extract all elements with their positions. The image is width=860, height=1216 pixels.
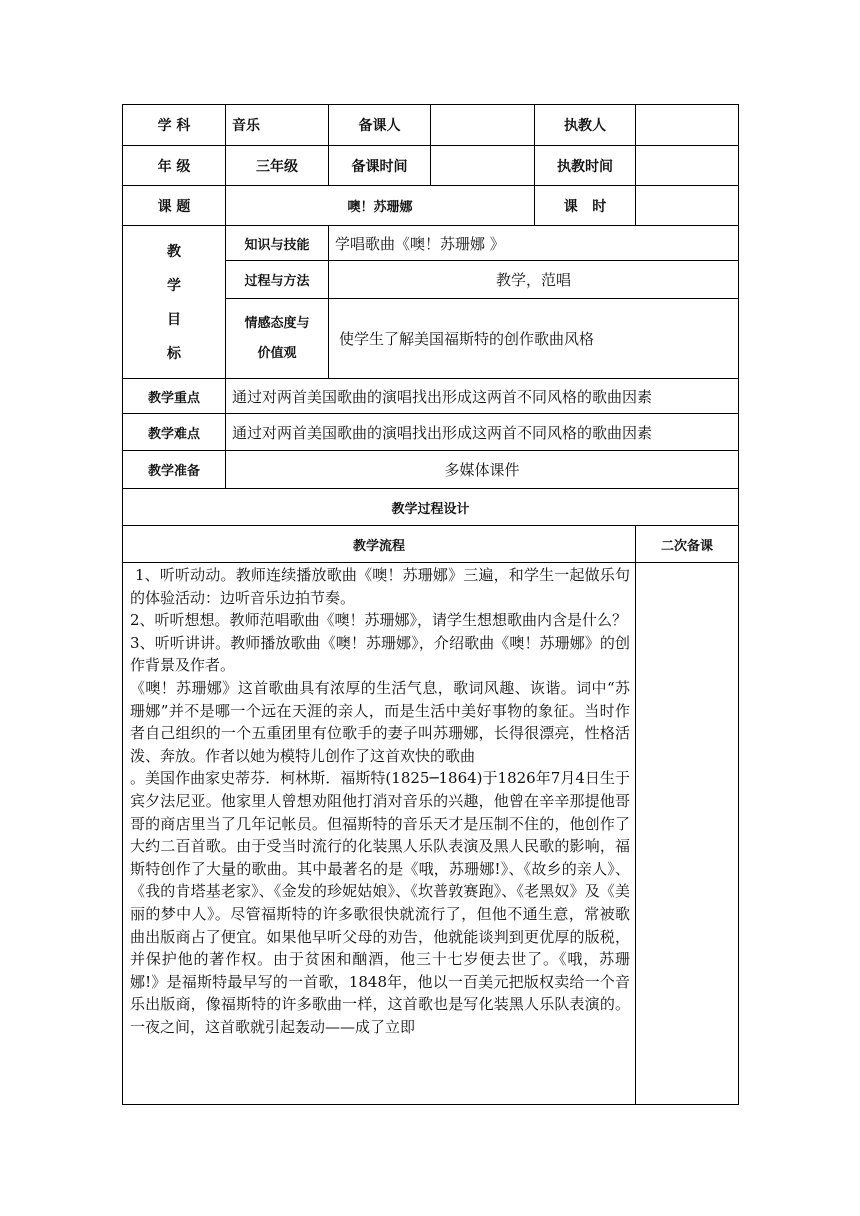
subject-label: 学 科 bbox=[122, 104, 225, 145]
flow-paragraph: 3、听听讲讲。教师播放歌曲《噢！苏珊娜》，介绍歌曲《噢！苏珊娜》的创作背景及作者。 bbox=[130, 633, 630, 675]
key-point-label: 教学重点 bbox=[122, 378, 225, 413]
process-label: 过程与方法 bbox=[225, 260, 328, 298]
period-label: 课 时 bbox=[534, 185, 635, 225]
prep-time-label: 备课时间 bbox=[328, 145, 430, 185]
emotion-value: 使学生了解美国福斯特的创作歌曲风格 bbox=[328, 298, 738, 378]
teach-time-value bbox=[635, 145, 738, 185]
flow-paragraph: 。美国作曲家史蒂芬．柯林斯．福斯特(1825─1864)于1826年7月4日生于宾夕法尼亚。他家里人曾想劝阻他打消对音乐的兴趣，他曾在辛辛那提他哥哥的商店里当了几年记帐员。但福斯特的音乐天才是压制不住的，他创作了大约二百首歌。由于受当时流行的化装黑人乐队表演及黑人民歌的影响，福斯特创作了大量的歌曲。其中最著名的是《哦，苏珊娜!》、《故乡的亲人》、《我的肯塔基老家》、《金发的珍妮姑娘》、《坎普敦赛跑》、《老黑奴》及《美丽的梦中人》。尽管福斯特的许多歌很快就流行了，但他不通生意，常被歌曲出版商占了便宜。如果他早听父母的劝告，他就能谈判到更优厚的版税，并保护他的著作权。由于贫困和酗酒，他三十七岁便去世了。《哦，苏珊娜!》是福斯特最早写的一首歌，1848年，他以一百美元把版权卖给一个音乐出版商，像福斯特的许多歌曲一样，这首歌也是写化装黑人乐队表演的。一夜之间，这首歌就引起轰动——成了立即 bbox=[130, 769, 630, 1036]
process-value: 教学，范唱 bbox=[328, 260, 738, 298]
emotion-label-line2: 价值观 bbox=[257, 345, 297, 361]
grade-label: 年 级 bbox=[122, 145, 225, 185]
flow-paragraph: 1、听听动动。教师连续播放歌曲《噢！苏珊娜》三遍，和学生一起做乐句的体验活动：边听音乐边拍节奏。 bbox=[130, 566, 630, 607]
prep-time-value bbox=[430, 145, 534, 185]
teacher-value bbox=[635, 104, 738, 145]
difficulty-value: 通过对两首美国歌曲的演唱找出形成这两首不同风格的歌曲因素 bbox=[225, 413, 738, 450]
preparer-label: 备课人 bbox=[328, 104, 430, 145]
goals-label-char: 标 bbox=[167, 346, 181, 362]
table-right-border bbox=[738, 104, 739, 1105]
preparation-label: 教学准备 bbox=[122, 450, 225, 488]
period-value bbox=[635, 185, 738, 225]
grade-value: 三年级 bbox=[225, 145, 328, 185]
key-point-value: 通过对两首美国歌曲的演唱找出形成这两首不同风格的歌曲因素 bbox=[225, 378, 738, 413]
goals-label-char: 教 bbox=[167, 244, 181, 260]
goals-label bbox=[122, 225, 225, 378]
flow-paragraph: 2、听听想想。教师范唱歌曲《噢！苏珊娜》，请学生想想歌曲内含是什么？ bbox=[130, 611, 628, 630]
difficulty-label: 教学难点 bbox=[122, 413, 225, 450]
teacher-label: 执教人 bbox=[534, 104, 635, 145]
preparation-value: 多媒体课件 bbox=[225, 450, 738, 488]
subject-value: 音乐 bbox=[225, 104, 328, 145]
goals-label-char: 学 bbox=[167, 278, 181, 294]
topic-value: 噢！苏珊娜 bbox=[225, 185, 534, 225]
emotion-label-line1: 情感态度与 bbox=[244, 315, 310, 331]
emotion-label bbox=[225, 298, 328, 378]
teach-time-label: 执教时间 bbox=[534, 145, 635, 185]
second-prep-content-cell bbox=[635, 562, 738, 1105]
knowledge-label: 知识与技能 bbox=[225, 225, 328, 260]
knowledge-value: 学唱歌曲《噢！苏珊娜 》 bbox=[328, 225, 738, 260]
process-design-title: 教学过程设计 bbox=[122, 488, 738, 525]
table-bottom-border bbox=[122, 1104, 739, 1105]
topic-label: 课 题 bbox=[122, 185, 225, 225]
second-prep-label: 二次备课 bbox=[635, 525, 738, 562]
preparer-value bbox=[430, 104, 534, 145]
flow-paragraph: 《噢！苏珊娜》这首歌曲具有浓厚的生活气息，歌词风趣、诙谐。词中“苏珊娜”并不是哪一个远在天涯的亲人，而是生活中美好事物的象征。当时作者自己组织的一个五重团里有位歌手的妻子叫苏珊娜，长得很漂亮，性格活泼、奔放。作者以她为模特儿创作了这首欢快的歌曲 bbox=[130, 678, 630, 765]
flow-label: 教学流程 bbox=[122, 525, 635, 562]
goals-label-char: 目 bbox=[167, 312, 181, 328]
flow-content bbox=[130, 564, 630, 1038]
